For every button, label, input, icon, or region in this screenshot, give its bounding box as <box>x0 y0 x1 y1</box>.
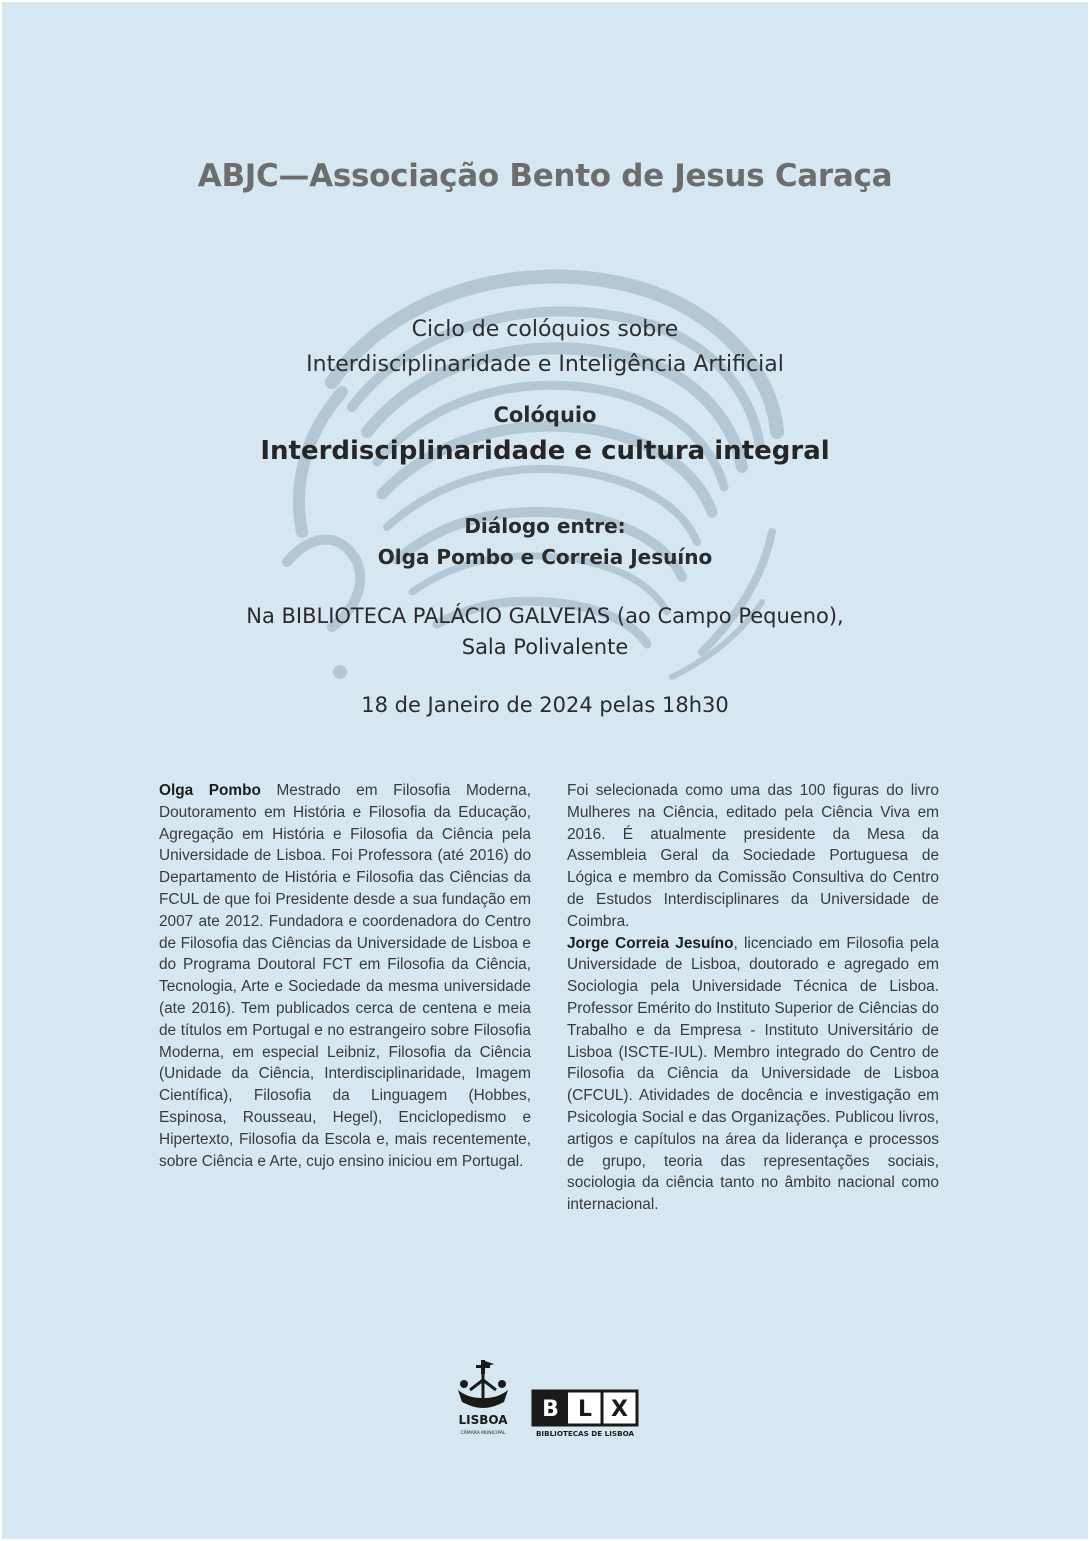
lisboa-logo-raven-right <box>498 1380 506 1388</box>
bio-column-right <box>567 780 939 1216</box>
lisboa-logo <box>450 1358 516 1438</box>
coloquio-label: Colóquio <box>493 403 597 427</box>
bio-olga-continued: Foi selecionada como uma das 100 figuras do livro Mulheres na Ciência, editado pela Ciência Viva em 2016. É atualmente presidente da Mesa da Assembleia Geral da Sociedade Portuguesa de Lógica e membro da Comissão Consultiva do Centro de Estudos Interdisciplinares da Universidade de Coimbra. <box>567 782 939 930</box>
bio-olga-text: Mestrado em Filosofia Moderna, Doutoramento em História e Filosofia da Educação, Agregação em História e Filosofia da Ciência pela Universidade de Lisboa. Foi Professora (até 2016) do Departamento de História e Filosofia das Ciências da FCUL de que foi Presidente desde a sua fundação em 2007 ate 2012. Fundadora e coordenadora do Centro de Filosofia das Ciências da Universidade de Lisboa e do Programa Doutoral FCT em Filosofia da Ciência, Tecnologia, Arte e Sociedade da mesma universidade (ate 2016). Tem publicados cerca de centena e meia de títulos em Portugal e no estrangeiro sobre Filosofia Moderna, em especial Leibniz, Filosofia da Ciência (Unidade da Ciência, Interdisciplinaridade, Imagem Científica), Filosofia da Linguagem (Hobbes, Espinosa, Rousseau, Hegel), Enciclopedismo e Hipertexto, Filosofia da Escola e, mais recentemente, sobre Ciência e Arte, cujo ensino iniciou em Portugal. <box>159 782 532 1170</box>
bio-jorge <box>567 933 939 1216</box>
coloquio-title: Interdisciplinaridade e cultura integral <box>260 436 830 466</box>
blx-logo <box>530 1389 640 1439</box>
dialogo-label: Diálogo entre: <box>464 514 626 538</box>
blx-logo-letter-b: B <box>542 1397 559 1422</box>
page-title: ABJC—Associação Bento de Jesus Caraça <box>197 158 893 194</box>
lisboa-logo-name: LISBOA <box>458 1413 508 1427</box>
bio-olga-name: Olga Pombo <box>159 782 261 799</box>
blx-logo-sub: BIBLIOTECAS DE LISBOA <box>535 1429 635 1438</box>
cycle-line-1: Ciclo de colóquios sobre <box>411 317 679 342</box>
lisboa-logo-yard <box>476 1365 490 1368</box>
venue-block <box>2 601 1088 663</box>
dialogo-speakers: Olga Pombo e Correia Jesuíno <box>377 545 713 569</box>
blx-logo-letter-l: L <box>577 1397 593 1422</box>
venue-line-2: Sala Polivalente <box>461 635 629 659</box>
venue-line-1: Na BIBLIOTECA PALÁCIO GALVEIAS (ao Campo Pequeno), <box>246 604 844 628</box>
bio-column-left <box>159 780 531 1172</box>
cycle-line-2: Interdisciplinaridade e Inteligência Artificial <box>306 352 784 377</box>
lisboa-logo-raven-left <box>460 1380 468 1388</box>
event-date: 18 de Janeiro de 2024 pelas 18h30 <box>361 693 729 717</box>
bio-jorge-text: , licenciado em Filosofia pela Universidade de Lisboa, doutorado e agregado em Sociologia pela Universidade Técnica de Lisboa. Professor Emérito do Instituto Superior de Ciências do Trabalho e da Empresa - Instituto Universitário de Lisboa (ISCTE-IUL). Membro integrado do Centro de Filosofia da Ciência da Universidade de Lisboa (CFCUL). Atividades de docência e investigação em Psicologia Social e das Organizações. Publicou livros, artigos e capítulos na área da liderança e processos de grupo, teoria das representações sociais, sociologia da ciência tanto no âmbito nacional como internacional. <box>567 934 939 1214</box>
lisboa-logo-sub: CÂMARA MUNICIPAL <box>460 1431 506 1436</box>
bio-jorge-name: Jorge Correia Jesuíno <box>567 934 734 952</box>
blx-logo-letter-x: X <box>611 1397 628 1422</box>
cycle-heading <box>2 312 1088 382</box>
bio-olga <box>159 780 531 1172</box>
poster-page <box>2 2 1088 1539</box>
dialogo-block <box>2 511 1088 573</box>
